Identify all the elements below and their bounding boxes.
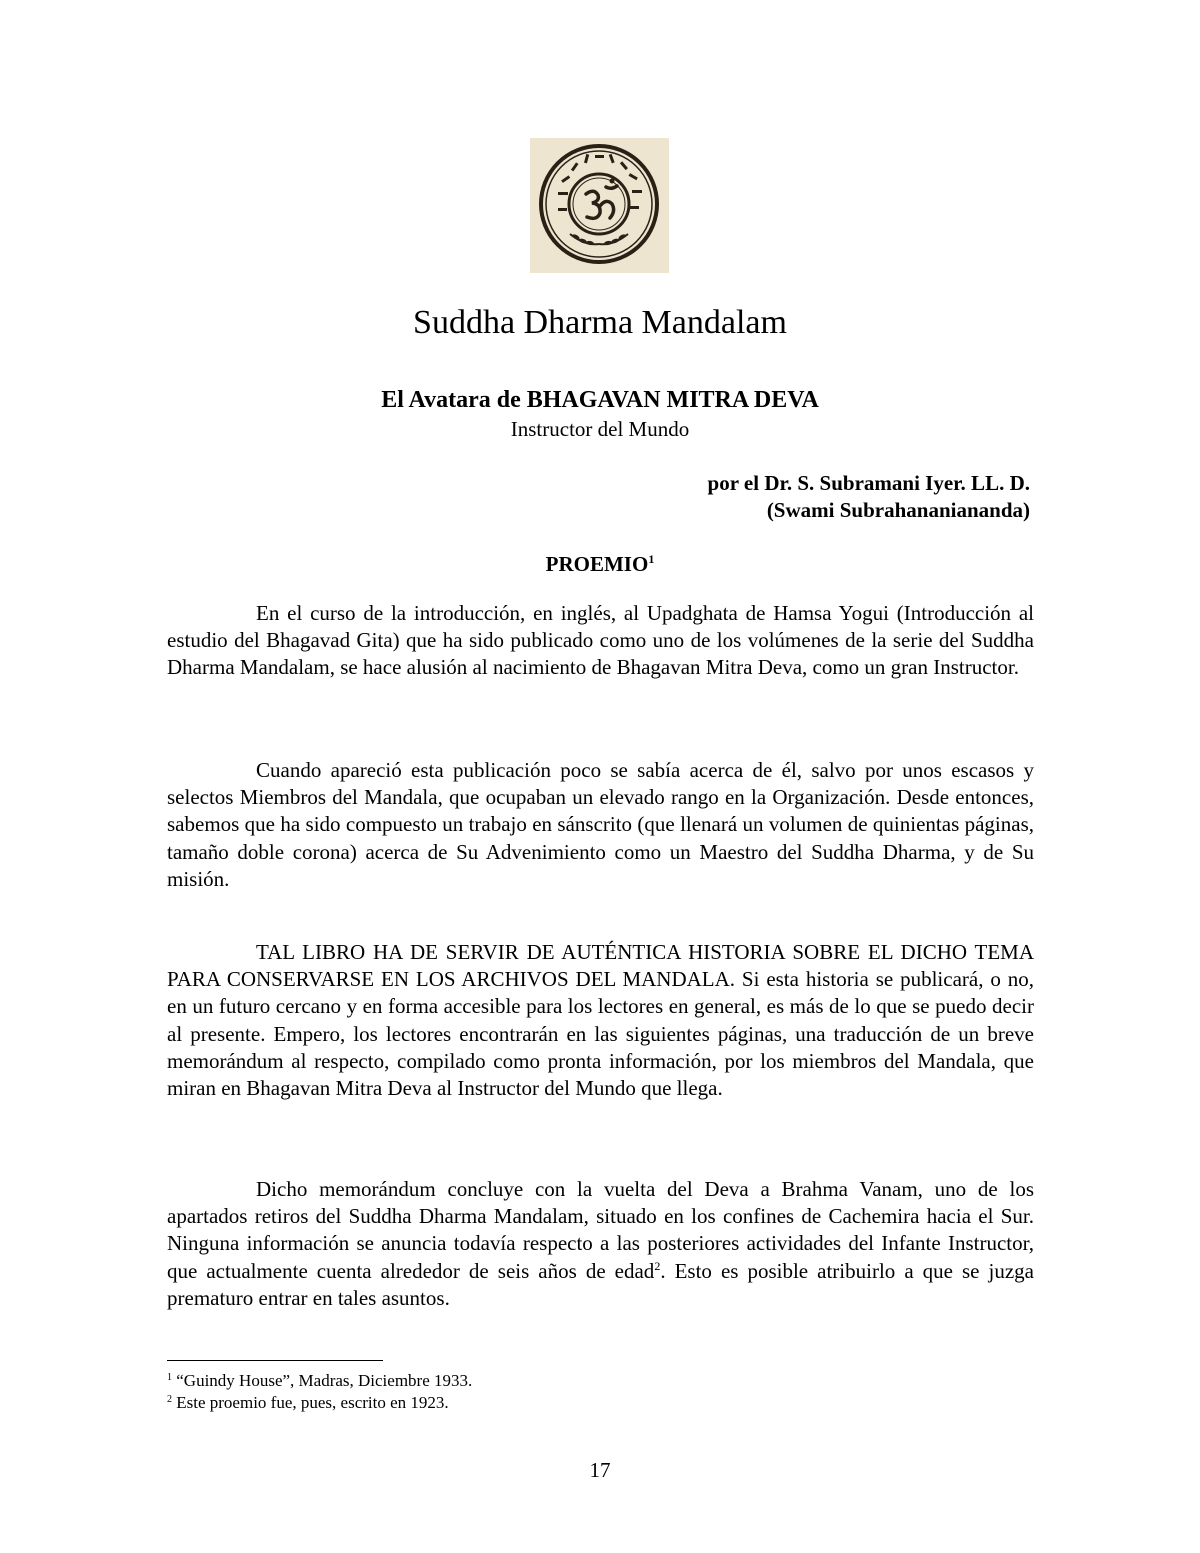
section-heading [0,551,1200,577]
paragraph-text: . Esto es posible atribuirlo a que se juzga prematuro entrar en tales asuntos. [167,1258,1034,1310]
footnote-ref: 2 [654,1258,661,1273]
om-seal-icon [530,138,669,273]
footnote-divider [167,1360,383,1361]
page-number: 17 [589,1458,611,1482]
body-paragraph: TAL LIBRO HA DE SERVIR DE AUTÉNTICA HISTORIA SOBRE EL DICHO TEMA PARA CONSERVARSE EN LOS ARCHIVOS DEL MANDALA. Si esta historia se publicará, o no, en un futuro cercano y en forma accesible para los lectores en general, es más de lo que se puedo decir al presente. Empero, los lectores encontrarán en las siguientes páginas, una traducción de un breve memorándum al respecto, compilado como pronta información, por los miembros del Mandala, que miran en Bhagavan Mitra Deva al Instructor del Mundo que llega. [167,940,1034,1101]
document-subtitle: El Avatara de BHAGAVAN MITRA DEVA [381,387,819,413]
page-title: Suddha Dharma Mandalam [413,304,787,341]
document-subsubtitle: Instructor del Mundo [510,417,690,441]
body-paragraph: En el curso de la introducción, en inglés, al Upadghata de Hamsa Yogui (Introducción al estudio del Bhagavad Gita) que ha sido publicado como uno de los volúmenes de la serie del Suddha Dharma Mandalam, se hace alusión al nacimiento de Bhagavan Mitra Deva, como un gran Instructor. [167,601,1034,680]
author-alias: (Swami Subrahananiananda) [766,498,1030,522]
section-heading-text: PROEMIO [545,552,649,576]
paragraph-text: Dicho memorándum concluye con la vuelta del Deva a Brahma Vanam, uno de los apartados retiros del Suddha Dharma Mandalam, situado en los confines de Cachemira hacia el Sur. Ninguna información se anuncia todavía respecto a las posteriores actividades del Infante Instructor, que actualmente cuenta alrededor de seis años de edad [167,1177,1034,1283]
author-block [708,470,1030,524]
footnote-text: “Guindy House”, Madras, Diciembre 1933. [176,1371,473,1390]
author-line: por el Dr. S. Subramani Iyer. LL. D. [707,471,1030,495]
footnote-text: Este proemio fue, pues, escrito en 1923. [176,1393,449,1412]
footnote-number: 1 [167,1372,172,1383]
footnote-ref: 1 [648,552,655,566]
body-paragraph: Cuando apareció esta publicación poco se sabía acerca de él, salvo por unos escasos y selectos Miembros del Mandala, que ocupaban un elevado rango en la Organización. Desde entonces, sabemos que ha sido compuesto un trabajo en sánscrito (que llenará un volumen de quinientas páginas, tamaño doble corona) acerca de Su Advenimiento como un Maestro del Suddha Dharma, y de Su misión. [167,758,1034,891]
footnote [167,1370,472,1391]
body-paragraph [167,1176,1034,1312]
footnote-number: 2 [167,1394,172,1405]
footnote [167,1392,449,1413]
